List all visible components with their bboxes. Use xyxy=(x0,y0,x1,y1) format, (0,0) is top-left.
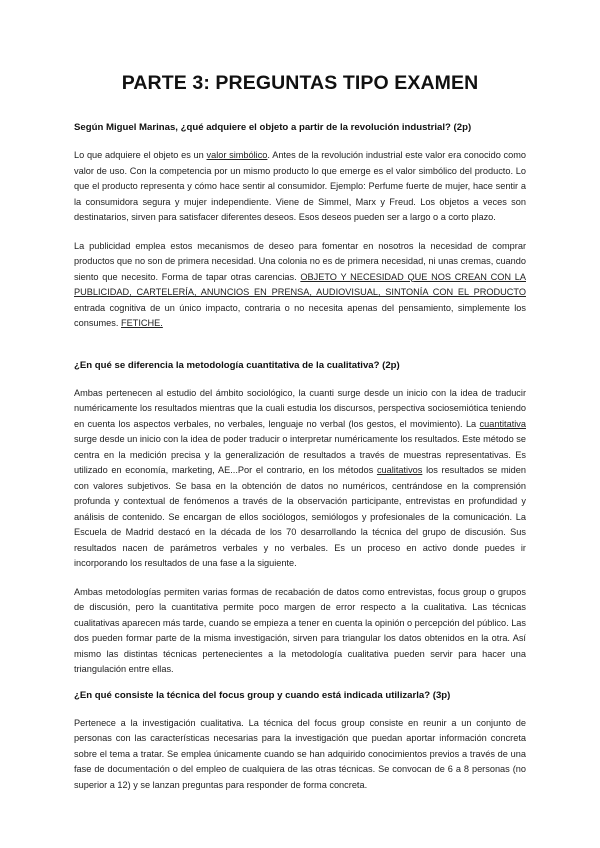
text-run: La publicidad emplea estos mecanismos de deseo para fomentar en nosotros la necesidad de comprar productos que no son de primera necesidad. Una colonia no es de primera necesidad, ni unas cremas, cuando siento que necesito. Forma de tapar otras carencias. xyxy=(74,240,526,282)
question-1: Según Miguel Marinas, ¿qué adquiere el objeto a partir de la revolución industrial? (2p) xyxy=(74,122,472,133)
answer-3-paragraph-1: Pertenece a la investigación cualitativa. La técnica del focus group consiste en reunir a un conjunto de personas con las características necesarias para la investigación que puedan aportar información concreta sobre el tema a tratar. Se emplea únicamente cuando se han adquirido conocimientos previos a través de una fase de documentación o del empleo de cualquiera de las otras técnicas. Se convocan de 6 a 8 personas (no superior a 12) y se lanzan preguntas para responder de forma concreta. xyxy=(74,717,526,790)
answer-1-paragraph-2 xyxy=(74,239,526,332)
underlined-term: valor simbólico xyxy=(206,150,268,160)
text-run: surge desde un inicio con la idea de poder traducir o interpretar numéricamente los resultados. Este método se centra en la medición precisa y la generalización de resultados a través de muestras representativas. Es utilizado en economía, marketing, AE...Por el contrario, en los métodos xyxy=(74,434,526,475)
answer-1-paragraph-1 xyxy=(74,148,526,226)
underlined-term: FETICHE. xyxy=(120,318,163,328)
text-run: . Antes de la revolución industrial este valor era conocido como valor de uso. Con la competencia por un mismo producto lo que emerge es el valor simbólico del producto. Lo que el producto representa y cómo hace sentir al consumidor. Ejemplo: Perfume fuerte de mujer, hace sentir a la consumidora segura y mujer independiente. Viene de Simmel, Marx y Freud. Los objetos a veces son destinatarios, sirven para satisfacer diferentes deseos. Esos deseos pueden ser a largo o a corto plazo. xyxy=(74,150,527,222)
text-run: los resultados se miden con valores subjetivos. Se basa en la obtención de datos no numéricos, centrándose en la comprensión profunda y contextual de fenómenos a través de la observación participante, entrevistas en profundidad y análisis de contenido. Se encargan de ellos sociólogos, semiólogos y profesionales de la comunicación. La Escuela de Madrid destacó en la década de los 70 desarrollando la técnica del grupo de discusión. Sus resultados nacen de parámetros verbales y no verbales. Es un proceso en activo donde puedes ir incorporando los resultados de una fase a la siguiente. xyxy=(74,465,526,568)
page-title: PARTE 3: PREGUNTAS TIPO EXAMEN xyxy=(121,72,479,94)
answer-2-paragraph-1 xyxy=(74,386,526,572)
text-run: entrada cognitiva de un único impacto, contraria o no necesita apenas del pensamiento, simplemente los consumes. xyxy=(74,302,526,328)
underlined-term: cualitativos xyxy=(376,465,423,475)
underlined-term: cuantitativa xyxy=(479,418,526,429)
question-3: ¿En qué consiste la técnica del focus group y cuando está indicada utilizarla? (3p) xyxy=(74,689,451,701)
underlined-term: OBJETO Y NECESIDAD QUE NOS CREAN CON LA PUBLICIDAD, CARTELERÍA, ANUNCIOS EN PRENSA, AUDIOVISUAL, SINTONÍA CON EL PRODUCTO xyxy=(74,271,526,297)
text-run: Lo que adquiere el objeto es un xyxy=(74,150,207,160)
answer-2-paragraph-2: Ambas metodologías permiten varias formas de recabación de datos como entrevistas, focus group o grupos de discusión, pero la cuantitativa permite poco margen de error respecto a la cualitativa. Las técnicas cualitativas aparecen más tarde, cuando se empieza a tener en cuenta la opinión o percepción del público. Las dos pueden formar parte de la misma investigación, sirven para triangular los datos obtenidos en la otra. Así mismo las distintas técnicas pertenecientes a la metodología cualitativa pueden servir para hacer una triangulación entre ellas. xyxy=(74,586,527,674)
question-2: ¿En qué se diferencia la metodología cuantitativa de la cualitativa? (2p) xyxy=(74,359,400,371)
text-run: Ambas pertenecen al estudio del ámbito sociológico, la cuanti surge desde un inicio con la idea de traducir numéricamente los resultados mientras que la cuali estudia los discursos, perspectiva sociosemiótica teniendo en cuenta los aspectos verbales, no verbales, lenguaje no verbal (los gestos, el movimiento). La xyxy=(74,387,526,429)
